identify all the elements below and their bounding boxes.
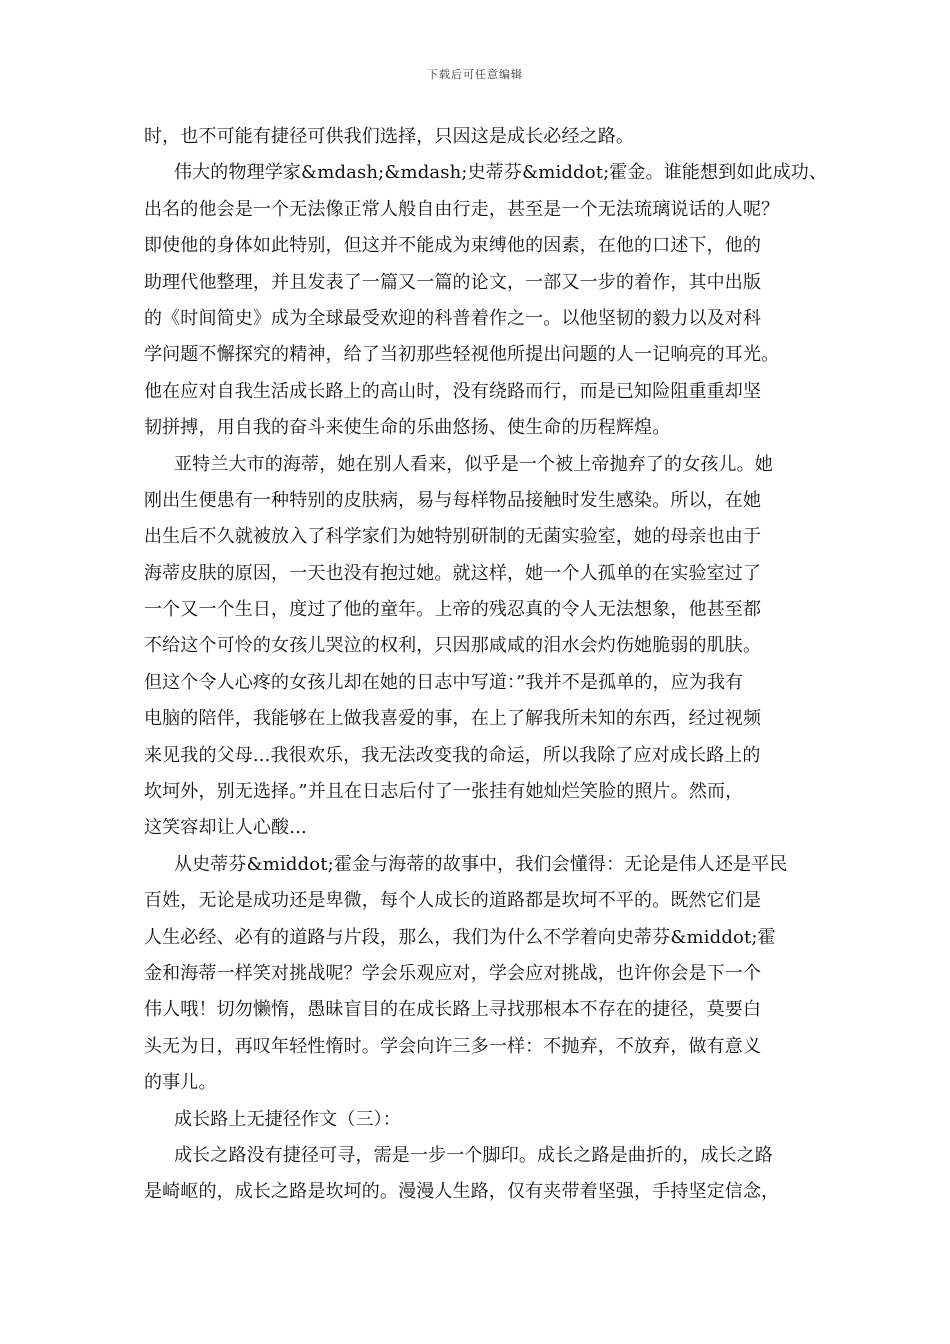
text-line: 刚出生便患有一种特别的皮肤病，易与每样物品接触时发生感染。所以，在她 <box>144 489 762 511</box>
text-line: 海蒂皮肤的原因，一天也没有抱过她。就这样，她一个人孤单的在实验室过了 <box>144 562 762 584</box>
text-line: 但这个令人心疼的女孩儿却在她的日志中写道：”我并不是孤单的，应为我有 <box>144 671 744 693</box>
text-line: 金和海蒂一样笑对挑战呢？学会乐观应对，学会应对挑战，也许你会是下一个 <box>144 962 762 984</box>
text-line: 成长路上无捷径作文（三）： <box>174 1108 401 1130</box>
text-line: 他在应对自我生活成长路上的高山时，没有绕路而行，而是已知险阻重重却坚 <box>144 380 762 402</box>
text-line: 坎坷外，别无选择。”并且在日志后付了一张挂有她灿烂笑脸的照片。然而， <box>144 781 744 803</box>
text-line: 出生后不久就被放入了科学家们为她特别研制的无菌实验室，她的母亲也由于 <box>144 526 762 548</box>
text-line: 人生必经、必有的道路与片段，那么，我们为什么不学着向史蒂芬&middot;霍 <box>144 926 776 948</box>
text-line: 电脑的陪伴，我能够在上做我喜爱的事，在上了解我所未知的东西，经过视频 <box>144 708 762 730</box>
text-line: 这笑容却让人心酸... <box>144 817 307 839</box>
text-line: 从史蒂芬&middot;霍金与海蒂的故事中，我们会懂得：无论是伟人还是平民 <box>174 853 788 875</box>
text-line: 的《时间简史》成为全球最受欢迎的科普着作之一。以他坚韧的毅力以及对科 <box>144 307 762 329</box>
page-header: 下载后可任意编辑 <box>427 68 523 81</box>
text-line: 伟大的物理学家&mdash;&mdash;史蒂芬&middot;霍金。谁能想到如此成功、 <box>174 162 828 184</box>
text-line: 来见我的父母...我很欢乐，我无法改变我的命运，所以我除了应对成长路上的 <box>144 744 761 766</box>
text-line: 学问题不懈探究的精神，给了当初那些轻视他所提出问题的人一记响亮的耳光。 <box>144 344 780 366</box>
document-body <box>144 119 828 1211</box>
text-line: 伟人哦！切勿懒惰，愚昧盲目的在成长路上寻找那根本不存在的捷径，莫要白 <box>144 999 762 1021</box>
text-line: 时，也不可能有捷径可供我们选择，只因这是成长必经之路。 <box>144 126 635 147</box>
text-line: 的事儿。 <box>144 1072 217 1094</box>
text-line: 韧拼搏，用自我的奋斗来使生命的乐曲悠扬、使生命的历程辉煌。 <box>144 417 671 439</box>
text-line: 成长之路没有捷径可寻，需是一步一个脚印。成长之路是曲折的，成长之路 <box>174 1144 773 1166</box>
text-line: 是崎岖的，成长之路是坎坷的。漫漫人生路，仅有夹带着坚强，手持坚定信念， <box>144 1181 780 1203</box>
text-line: 助理代他整理，并且发表了一篇又一篇的论文，一部又一步的着作，其中出版 <box>144 271 762 293</box>
text-line: 百姓，无论是成功还是卑微，每个人成长的道路都是坎坷不平的。既然它们是 <box>144 890 762 912</box>
text-line: 头无为日，再叹年轻性惰时。学会向许三多一样：不抛弃，不放弃，做有意义 <box>144 1035 762 1057</box>
text-line: 亚特兰大市的海蒂，她在别人看来，似乎是一个被上帝抛弃了的女孩儿。她 <box>174 453 773 475</box>
text-line: 即使他的身体如此特别，但这并不能成为束缚他的因素，在他的口述下，他的 <box>144 235 762 257</box>
text-line: 一个又一个生日，度过了他的童年。上帝的残忍真的令人无法想象，他甚至都 <box>144 599 762 621</box>
text-line: 不给这个可怜的女孩儿哭泣的权利，只因那咸咸的泪水会灼伤她脆弱的肌肤。 <box>144 635 762 657</box>
text-line: 出名的他会是一个无法像正常人般自由行走，甚至是一个无法琉璃说话的人呢？ <box>144 198 780 220</box>
